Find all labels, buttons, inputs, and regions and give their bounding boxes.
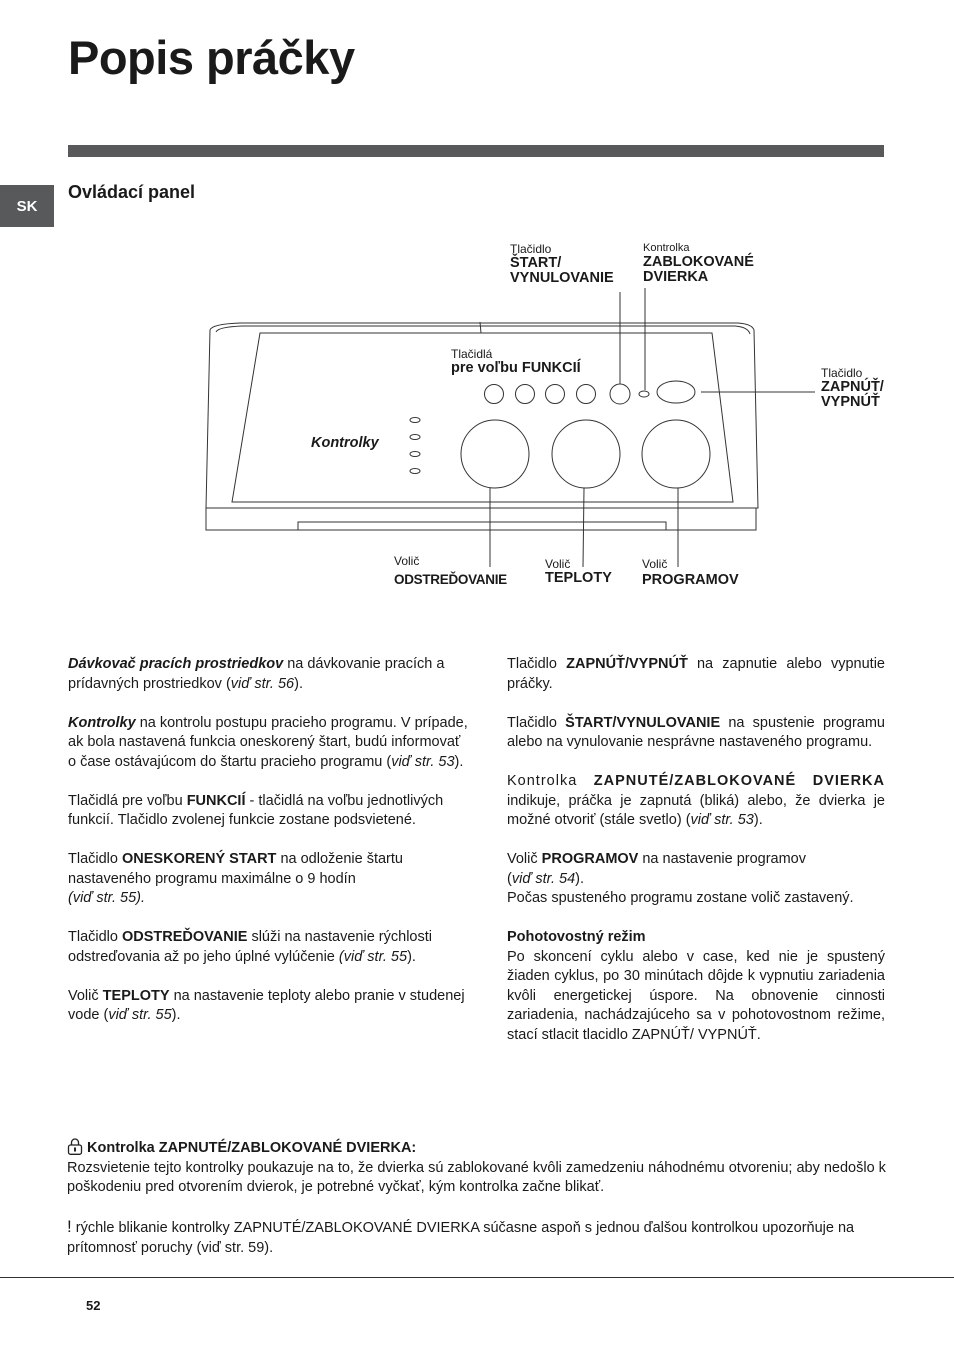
power-label: Tlačidlo ZAPNÚŤ/ VYPNÚŤ (821, 366, 884, 410)
paragraph-spin: Tlačidlo ODSTREĎOVANIE slúži na nastavenie rýchlosti odstreďovania až po jeho úplné vylúčenie (viď str. 55). (68, 929, 432, 965)
function-button-3 (546, 385, 565, 404)
door-lock-note (67, 1138, 887, 1258)
start-reset-button (610, 384, 630, 404)
panel-base (206, 508, 756, 530)
function-button-4 (577, 385, 596, 404)
note-title: Kontrolka ZAPNUTÉ/ZABLOKOVANÉ DVIERKA: (67, 1138, 887, 1159)
note-text: Rozsvietenie tejto kontrolky poukazuje na to, že dvierka sú zablokované kvôli zamedzeniu náhodnému otvoreniu; aby nedošlo k poškodeniu pred otvorením dvierok, je potrebné vyčkať, kým kontrolka začne blikať. (67, 1159, 886, 1195)
paragraph-delayed-start: Tlačidlo ONESKORENÝ START na odloženie štartu nastaveného programu maximálne o 9 hodín (viď str. 55). (68, 851, 403, 906)
function-button-2 (516, 385, 535, 404)
indicator-led-1 (410, 418, 420, 423)
spin-knob (461, 420, 529, 488)
exclamation-icon: ! (67, 1217, 72, 1236)
paragraph-temperature: Volič TEPLOTY na nastavenie teploty alebo pranie v studenej vode (viď str. 55). (68, 987, 465, 1023)
paragraph-programs: Volič PROGRAMOV na nastavenie programov (viď str. 54). Počas spusteného programu zostane volič zastavený. (507, 851, 854, 906)
start-reset-label: Tlačidlo ŠTART/ VYNULOVANIE (510, 242, 614, 286)
footer-rule (0, 1277, 954, 1278)
left-column (68, 655, 468, 1045)
control-panel-drawing (0, 230, 954, 600)
power-button (657, 381, 695, 403)
paragraph-door-lock: Kontrolka ZAPNUTÉ/ZABLOKOVANÉ DVIERKA indikuje, práčka je zapnutá (bliká) alebo, že dvierka je možné otvoriť (stále svetlo) (viď str. 53). (507, 773, 885, 828)
paragraph-detergent-dispenser: Dávkovač pracích prostriedkov na dávkovanie pracích a prídavných prostriedkov (viď str. 56). (68, 656, 445, 692)
program-knob (642, 420, 710, 488)
header-rule (68, 145, 884, 157)
language-tab: SK (0, 185, 54, 227)
temperature-knob (552, 420, 620, 488)
paragraph-function-buttons: Tlačidlá pre voľbu FUNKCIÍ - tlačidlá na voľbu jednotlivých funkcií. Tlačidlo zvolenej funkcie zostane podsvietené. (68, 792, 444, 828)
right-column (507, 655, 885, 1065)
control-panel-diagram (0, 230, 954, 600)
door-lock-label: Kontrolka ZABLOKOVANÉ DVIERKA (643, 242, 754, 285)
paragraph-power: Tlačidlo ZAPNÚŤ/VYPNÚŤ na zapnutie alebo vypnutie práčky. (507, 656, 885, 692)
lock-icon (67, 1138, 83, 1155)
page-title: Popis práčky (68, 31, 355, 84)
page-number: 52 (86, 1298, 101, 1313)
paragraph-standby: Po skoncení cyklu alebo v case, ked nie je spustený žiaden cyklus, po 30 minútach dôjde k vypnutiu zariadenia kvôli energetickej úspore. Na obnovenie cinnosti zariadenia, nachádzajúceho sa v pohotovostnom režime, stací stlacit tlacidlo ZAPNÚŤ/ VYPNÚŤ. (507, 948, 885, 1043)
section-title: Ovládací panel (68, 182, 196, 202)
standby-heading: Pohotovostný režim (507, 929, 646, 945)
program-selector-label: Volič PROGRAMOV (642, 557, 739, 588)
spin-selector-label: Volič ODSTREĎOVANIE (394, 554, 507, 587)
paragraph-start-reset: Tlačidlo ŠTART/VYNULOVANIE na spustenie programu alebo na vynulovanie nesprávne nastaveného programu. (507, 714, 885, 750)
function-buttons-label: Tlačidlá pre voľbu FUNKCIÍ (451, 347, 581, 376)
note-warning: ! rýchle blikanie kontrolky ZAPNUTÉ/ZABLOKOVANÉ DVIERKA súčasne aspoň s jednou ďalšou kontrolkou upozorňuje na prítomnosť poruchy (viď str. 59). (67, 1217, 855, 1256)
door-lock-indicator (639, 391, 649, 397)
function-button-1 (485, 385, 504, 404)
indicator-led-4 (410, 469, 420, 474)
indicator-led-3 (410, 452, 420, 457)
paragraph-indicators: Kontrolky na kontrolu postupu pracieho programu. V prípade, ak bola nastavená funkcia oneskorený štart, budú informovať o čase ostávajúcom do štartu pracieho programu (viď str. 53). (68, 714, 468, 770)
temperature-selector-label: Volič TEPLOTY (545, 557, 612, 586)
indicator-led-2 (410, 435, 420, 440)
indicators-label: Kontrolky (311, 435, 379, 451)
